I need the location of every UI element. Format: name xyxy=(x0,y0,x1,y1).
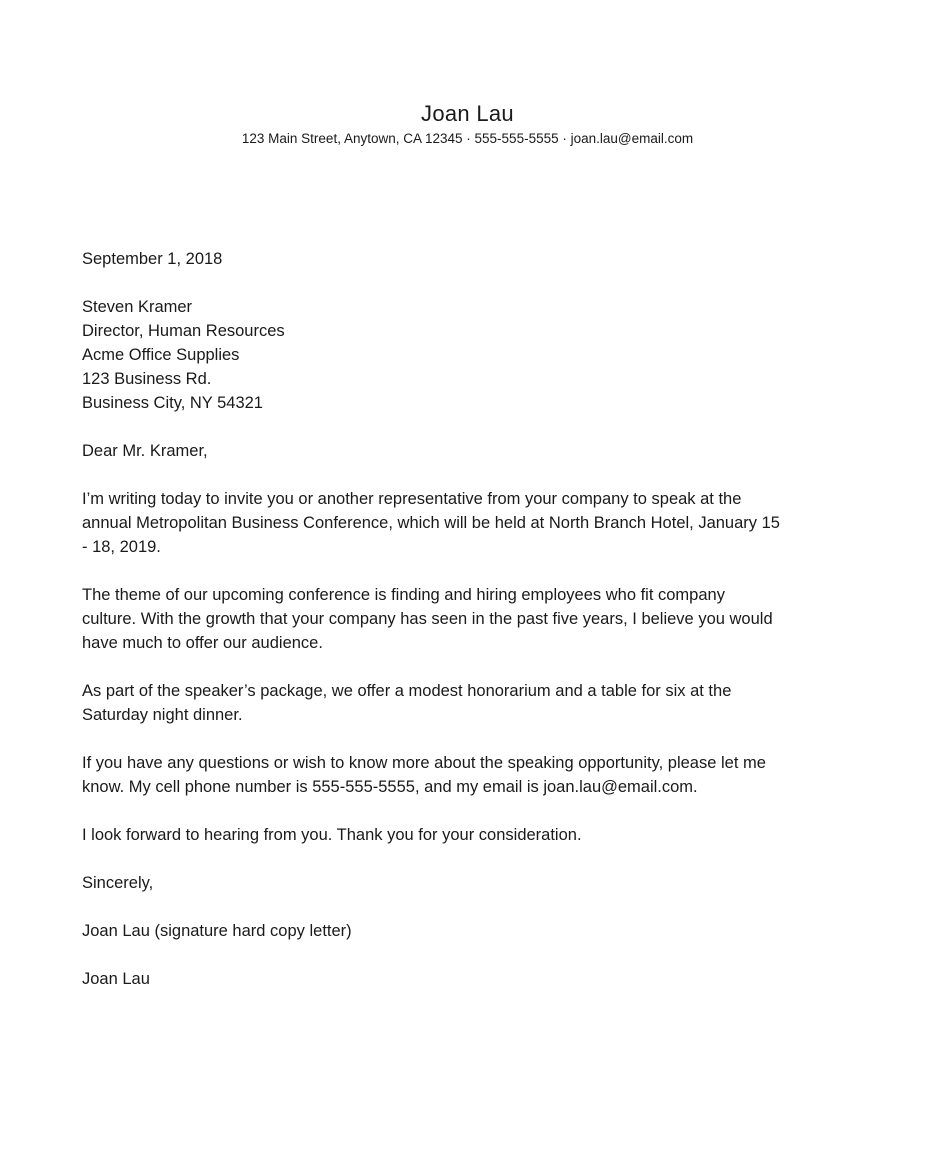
paragraph-line: As part of the speaker’s package, we offer a modest honorarium and a table for six at the xyxy=(82,682,732,700)
paragraph-invitation xyxy=(82,487,852,559)
paragraph-line: know. My cell phone number is 555-555-5555, and my email is joan.lau@email.com. xyxy=(82,778,698,796)
paragraph-package xyxy=(82,679,852,727)
paragraph-line: Saturday night dinner. xyxy=(82,706,243,724)
paragraph-thanks xyxy=(82,823,852,847)
paragraph-line: - 18, 2019. xyxy=(82,538,161,556)
letterhead xyxy=(0,100,935,148)
recipient-title: Director, Human Resources xyxy=(82,322,285,340)
closing-text: Sincerely, xyxy=(82,874,154,892)
typed-name xyxy=(82,967,852,991)
typed-name-text: Joan Lau xyxy=(82,970,150,988)
sender-contact-line: 123 Main Street, Anytown, CA 12345 · 555-555-5555 · joan.lau@email.com xyxy=(241,131,694,146)
salutation-text: Dear Mr. Kramer, xyxy=(82,442,208,460)
paragraph-line: culture. With the growth that your company has seen in the past five years, I believe you would xyxy=(82,610,773,628)
letter-body xyxy=(82,247,852,991)
paragraph-contact xyxy=(82,751,852,799)
paragraph-line: If you have any questions or wish to know more about the speaking opportunity, please let me xyxy=(82,754,766,772)
recipient-city: Business City, NY 54321 xyxy=(82,394,263,412)
signature xyxy=(82,919,852,943)
paragraph-line: annual Metropolitan Business Conference, which will be held at North Branch Hotel, January 15 xyxy=(82,514,780,532)
signature-text: Joan Lau (signature hard copy letter) xyxy=(82,922,352,940)
closing xyxy=(82,871,852,895)
recipient-company: Acme Office Supplies xyxy=(82,346,240,364)
paragraph-line: have much to offer our audience. xyxy=(82,634,323,652)
paragraph-line: I look forward to hearing from you. Thank you for your consideration. xyxy=(82,826,582,844)
salutation xyxy=(82,439,852,463)
paragraph-line: The theme of our upcoming conference is finding and hiring employees who fit company xyxy=(82,586,725,604)
paragraph-theme xyxy=(82,583,852,655)
paragraph-line: I’m writing today to invite you or another representative from your company to speak at the xyxy=(82,490,742,508)
recipient-street: 123 Business Rd. xyxy=(82,370,212,388)
recipient-name: Steven Kramer xyxy=(82,298,193,316)
recipient-address xyxy=(82,295,852,415)
letter-date: September 1, 2018 xyxy=(82,250,223,268)
sender-name: Joan Lau xyxy=(421,101,514,126)
